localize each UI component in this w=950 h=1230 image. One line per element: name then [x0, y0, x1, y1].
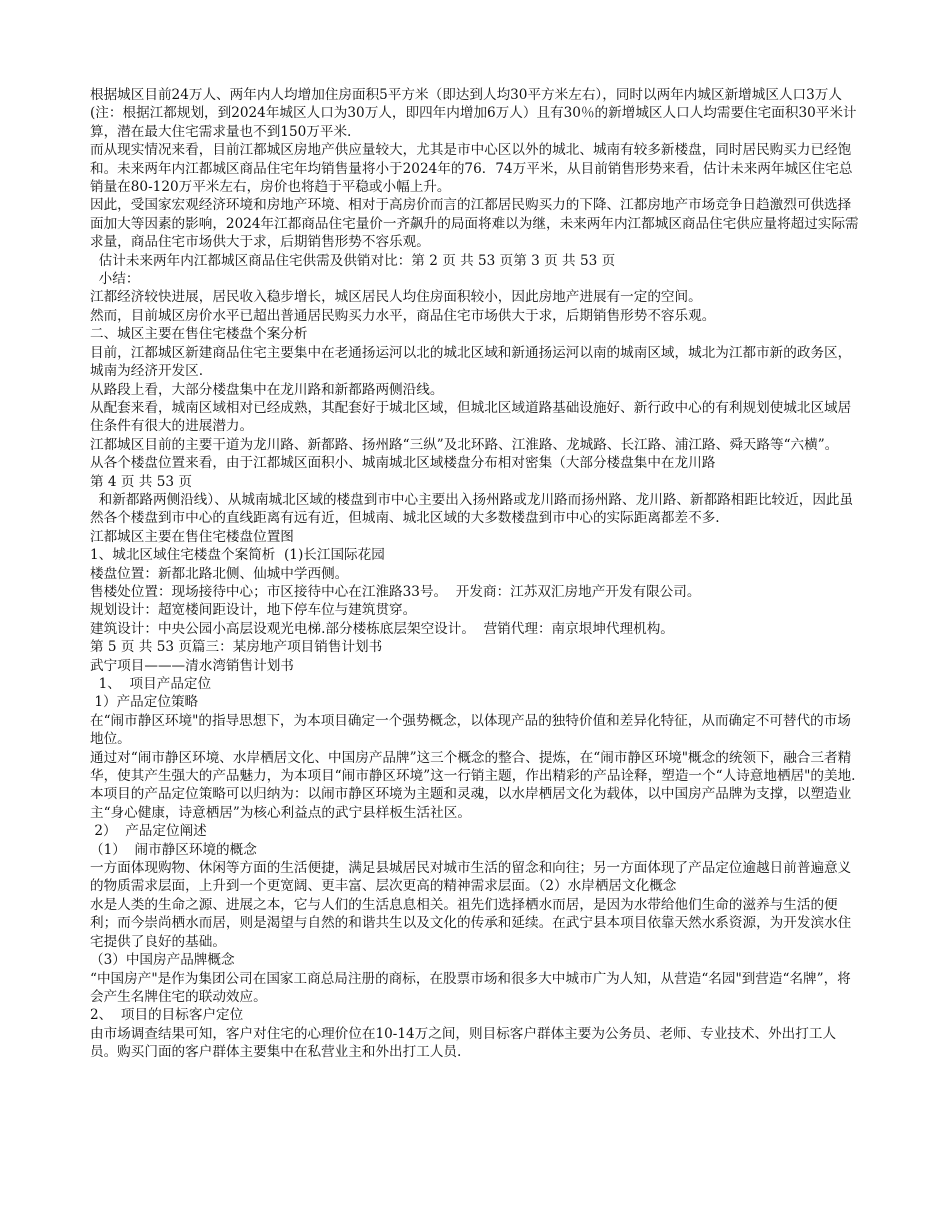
plan-title: 武宁项目———清水湾销售计划书	[90, 657, 294, 674]
subheading-positioning-strategy: 1）产品定位策略	[90, 694, 199, 711]
paragraph-strong-concept: 在“闹市静区环境"的指导思想下，为本项目确定一个强势概念，以体现产品的独特价值和差异化特征，从而确定不可替代的市场地位。	[90, 712, 851, 748]
paragraph-quiet-district: 一方面体现购物、休闲等方面的生活便捷，满足县城居民对城市生活的留念和向往；另一方面体现了产品定位逾越日前普遍意义的物质需求层面，上升到一个更宽阔、更丰富、层次更高的精神需求层面。（2）水岸栖居文化概念	[90, 860, 852, 895]
item-quiet-district-concept: （1） 闹市静区环境的概念	[90, 841, 257, 858]
section-heading-case-analysis: 二、城区主要在售住宅楼盘个案分析	[90, 326, 308, 343]
paragraph-target-customers: 由市场调查结果可知，客户对住宅的心理价位在10-14万之间，则目标客户群体主要为公务员、老师、专业技术、外出打工人员。购买门面的客户群体主要集中在私营业主和外出打工人员.	[90, 1025, 837, 1061]
page-marker-5-chapter-three: 第 5 页 共 53 页篇三：某房地产项目销售计划书	[90, 639, 383, 656]
subsection-heading-north-cases: 1、城北区域住宅楼盘个案简析 (1)长江国际花园	[90, 547, 385, 564]
paragraph-new-housing-areas: 目前，江都城区新建商品住宅主要集中在老通扬运河以北的城北区域和新通扬运河以南的城南区域，城北为江都市新的政务区，城南为经济开发区.	[90, 344, 852, 380]
paragraph-market-conclusion: 因此，受国家宏观经济环境和房地产环境、相对于高房价而言的江都居民购买力的下降、江都房地产市场竞争日趋激烈可供选择面加大等因素的影响，2024年江都商品住宅量价一齐飙升的局面将难以为继，未来两年内江都城区商品住宅供应量将超过实际需求量，商品住宅市场供大于求，后期销售形势不容乐观。	[90, 197, 859, 251]
paragraph-supporting-facilities: 从配套来看，城南区域相对已经成熟，其配套好于城北区域，但城北区域道路基础设施好、新行政中心的有利规划使城北区域居住条件有很大的进展潜力。	[90, 399, 852, 435]
property-location: 楼盘位置：新都北路北侧、仙城中学西侧。	[90, 565, 349, 582]
paragraph-urban-population-demand: 根据城区目前24万人、两年内人均增加住房面积5平方米（即达到人均30平方米左右），同时以两年内城区新增城区人口3万人(注：根据江都规划，到2024年城区人口为30万人，即四年内增加6万人）且有30％的新增城区人口人均需要住宅面积30平米计算，潜在最大住宅需求量也不到150万平米.	[90, 87, 857, 140]
paragraph-concept-integration: 通过对“闹市静区环境、水岸栖居文化、中国房产品牌”这三个概念的整合、提炼，在“闹市静区环境"概念的统领下，融合三者精华，使其产生强大的产品魅力，为本项目“闹市静区环境”这一行销主题，作出精彩的产品诠释，塑造一个“人诗意地栖居"的美地.	[90, 749, 856, 785]
summary-heading: 小结：	[90, 271, 140, 288]
page-marker-4: 第 4 页 共 53 页	[90, 473, 192, 490]
item-brand-concept: （3）中国房产品牌概念	[90, 952, 235, 969]
planning-design: 规划设计：超宽楼间距设计，地下停车位与建筑贯穿。	[90, 602, 417, 619]
architecture-design-and-agent: 建筑设计：中央公园小高层设观光电梯.部分楼栋底层架空设计。 营销代理：南京垠坤代理机构。	[90, 620, 674, 637]
summary-paragraph-2: 然而，目前城区房价水平已超出普通居民购买力水平，商品住宅市场供大于求，后期销售形势不容乐观。	[90, 307, 716, 324]
subheading-positioning-explanation: 2） 产品定位阐述	[90, 823, 207, 840]
paragraph-distance-to-center: 和新都路两侧沿线）、从城南城北区域的楼盘到市中心主要出入扬州路或龙川路而扬州路、龙川路、新都路相距比较近，因此虽然各个楼盘到市中心的直线距离有远有近，但城南、城北区域的大多数楼盘到市中心的实际距离都差不多.	[90, 491, 854, 527]
heading-target-customers: 2、 项目的目标客户定位	[90, 1007, 244, 1024]
sales-office-and-developer: 售楼处位置：现场接待中心；市区接待中心在江淮路33号。 开发商：江苏双汇房地产开发有限公司。	[90, 583, 701, 600]
paragraph-supply-reality: 而从现实情况来看，目前江都城区房地产供应量较大，尤其是市中心区以外的城北、城南有较多新楼盘，同时居民购买力已经饱和。未来两年内江都城区商品住宅年均销售量将小于2024年的76．74万平米，从目前销售形势来看，估计未来两年城区住宅总销量在80-120万平米左右，房价也将趋于平稳或小幅上升。	[90, 142, 853, 196]
supply-demand-caption: 估计未来两年内江都城区商品住宅供需及供销对比：第 2 页 共 53 页第 3 页 共 53 页	[90, 252, 616, 269]
summary-paragraph-1: 江都经济较快进展，居民收入稳步增长，城区居民人均住房面积较小，因此房地产进展有一定的空间。	[90, 289, 702, 306]
paragraph-road-sections: 从路段上看，大部分楼盘集中在龙川路和新都路两侧沿线。	[90, 381, 444, 398]
location-map-caption: 江都城区主要在售住宅楼盘位置图	[90, 528, 294, 545]
paragraph-strategy-summary: 本项目的产品定位策略可以归纳为：以闹市静区环境为主题和灵魂，以水岸栖居文化为载体，以中国房产品牌为支撑，以塑造业主“身心健康，诗意栖居”为核心利益点的武宁县样板生活社区。	[90, 786, 852, 821]
paragraph-brand: “中国房产"是作为集团公司在国家工商总局注册的商标，在股票市场和很多大中城市广为人知，从营造“名园"到营造“名牌”，将会产生名牌住宅的联动效应。	[90, 970, 851, 1005]
heading-product-positioning: 1、 项目产品定位	[90, 676, 212, 692]
paragraph-main-roads: 江都城区目前的主要干道为龙川路、新都路、扬州路“三纵”及北环路、江淮路、龙城路、长江路、浦江路、舜天路等“六横”。 从各个楼盘位置来看，由于江都城区面积小、城南城北区域楼盘分布相对密集（大部分楼盘集中在龙川路	[90, 436, 847, 472]
paragraph-waterside-living: 水是人类的生命之源、进展之本，它与人们的生活息息相关。祖先们选择栖水而居，是因为水带给他们生命的滋养与生活的便利；而今崇尚栖水而居，则是渴望与自然的和谐共生以及文化的传承和延续。在武宁县本项目依靠天然水系资源，为开发滨水住宅提供了良好的基础。	[90, 896, 852, 950]
